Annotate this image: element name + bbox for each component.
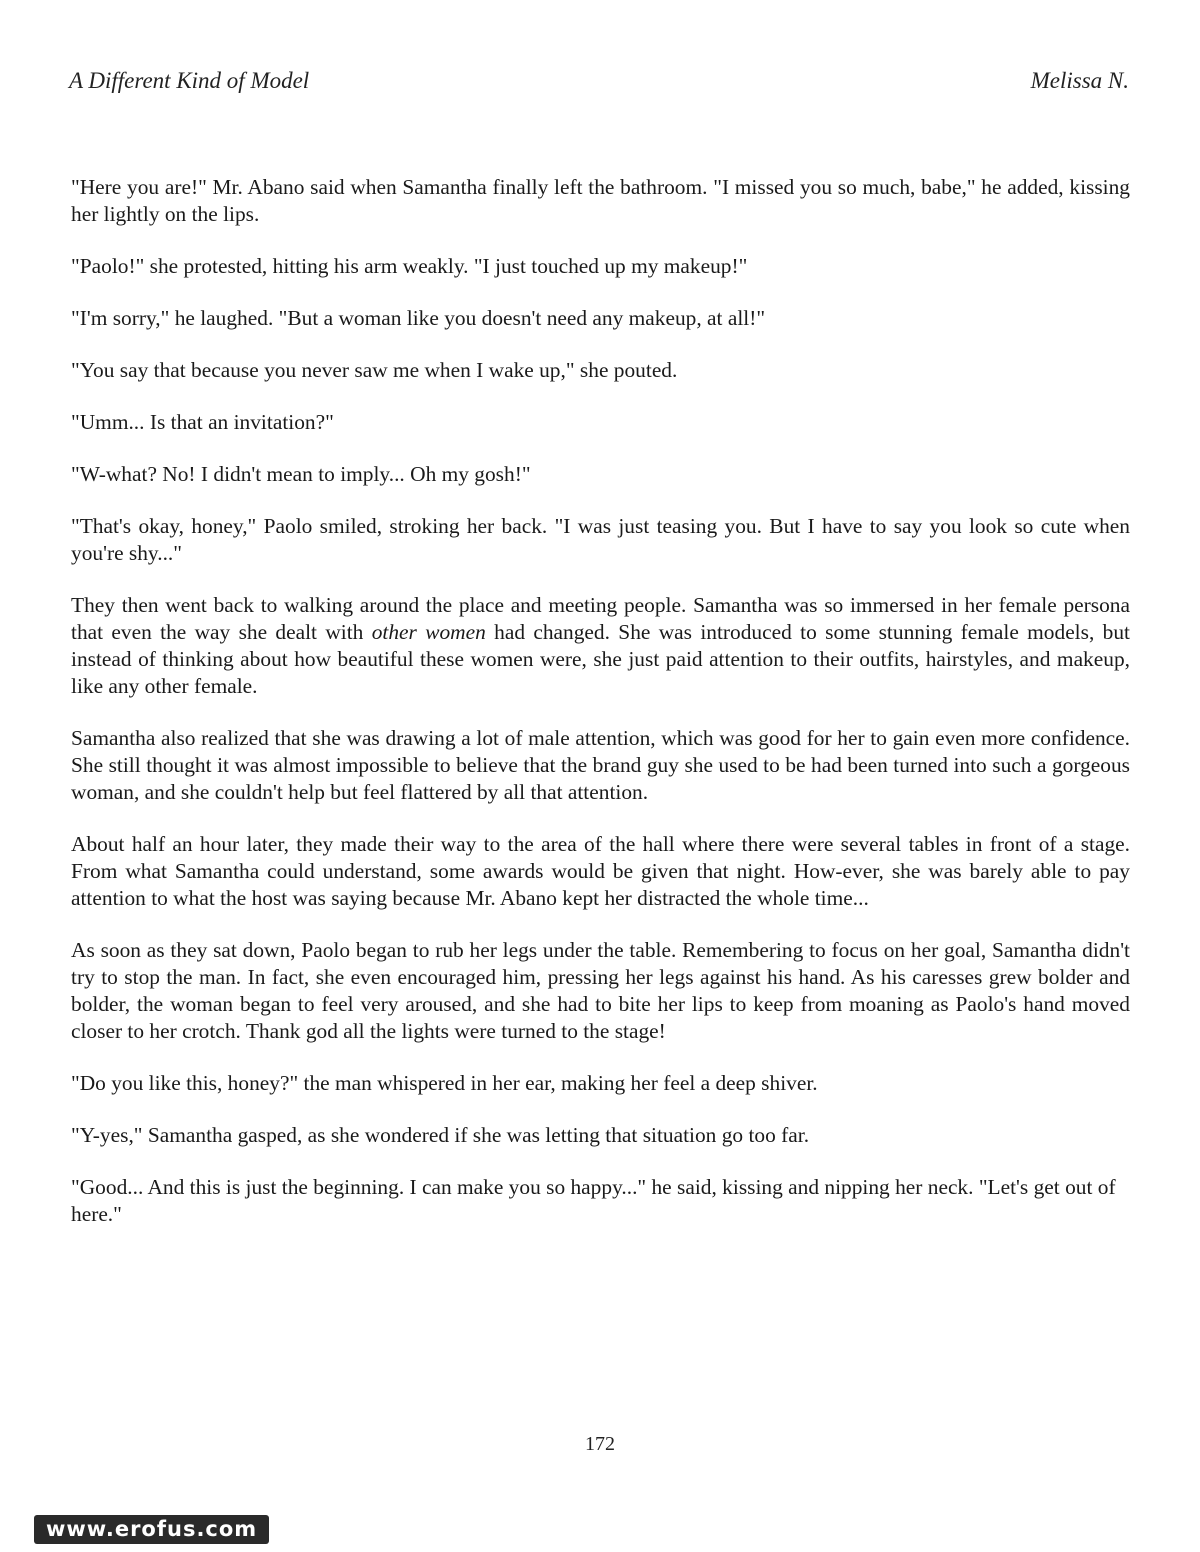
- body-text: [71, 174, 1130, 1253]
- paragraph: "Umm... Is that an invitation?": [71, 410, 334, 434]
- paragraph: "Here you are!" Mr. Abano said when Samantha finally left the bathroom. "I missed you so much, babe," he added, kissing her lightly on the lips.: [71, 175, 1130, 226]
- book-title: A Different Kind of Model: [69, 68, 310, 93]
- paragraph: "Do you like this, honey?" the man whispered in her ear, making her feel a deep shiver.: [71, 1071, 818, 1095]
- paragraph: As soon as they sat down, Paolo began to rub her legs under the table. Remembering to focus on her goal, Samantha didn't try to stop the man. In fact, she even encouraged him, pressing her legs against his hand. As his caresses grew bolder and bolder, the woman began to feel very aroused, and she had to bite her lips to keep from moaning as Paolo's hand moved closer to her crotch. Thank god all the lights were turned to the stage!: [71, 938, 1130, 1043]
- paragraph: Samantha also realized that she was drawing a lot of male attention, which was good for her to gain even more confidence. She still thought it was almost impossible to believe that the brand guy she used to be had been turned into such a gorgeous woman, and she couldn't help but feel flattered by all that attention.: [71, 726, 1130, 804]
- paragraph: "You say that because you never saw me when I wake up," she pouted.: [71, 358, 678, 382]
- paragraph: "W-what? No! I didn't mean to imply... Oh my gosh!": [71, 462, 531, 486]
- paragraph: "I'm sorry," he laughed. "But a woman like you doesn't need any makeup, at all!": [71, 306, 766, 330]
- paragraph: "Good... And this is just the beginning. I can make you so happy..." he said, kissing and nipping her neck. "Let's get out of here.": [71, 1175, 1116, 1226]
- watermark: www.erofus.com: [34, 1515, 269, 1544]
- author-name: Melissa N.: [1030, 68, 1129, 93]
- paragraph: "Y-yes," Samantha gasped, as she wondered if she was letting that situation go too far.: [71, 1123, 810, 1147]
- page-number: 172: [585, 1433, 615, 1455]
- emphasized-text: other women: [371, 620, 486, 644]
- paragraph: About half an hour later, they made their way to the area of the hall where there were several tables in front of a stage. From what Samantha could understand, some awards would be given that night. How-ever, she was barely able to pay attention to what the host was saying because Mr. Abano kept her distracted the whole time...: [71, 832, 1130, 910]
- paragraph-text: had changed. She was introduced to some stunning female models, but instead of thinking about how beautiful these women were, she just paid attention to their outfits, hairstyles, and makeup, like any other female.: [71, 620, 1130, 698]
- paragraph: "Paolo!" she protested, hitting his arm weakly. "I just touched up my makeup!": [71, 254, 748, 278]
- paragraph-text: They then went back to walking around the place and meeting people. Samantha was so immersed in her female persona that even the way she dealt with: [71, 593, 1130, 644]
- paragraph: [71, 592, 1130, 700]
- page-header: [69, 68, 1129, 102]
- paragraph: "That's okay, honey," Paolo smiled, stroking her back. "I was just teasing you. But I have to say you look so cute when you're shy...": [71, 514, 1130, 565]
